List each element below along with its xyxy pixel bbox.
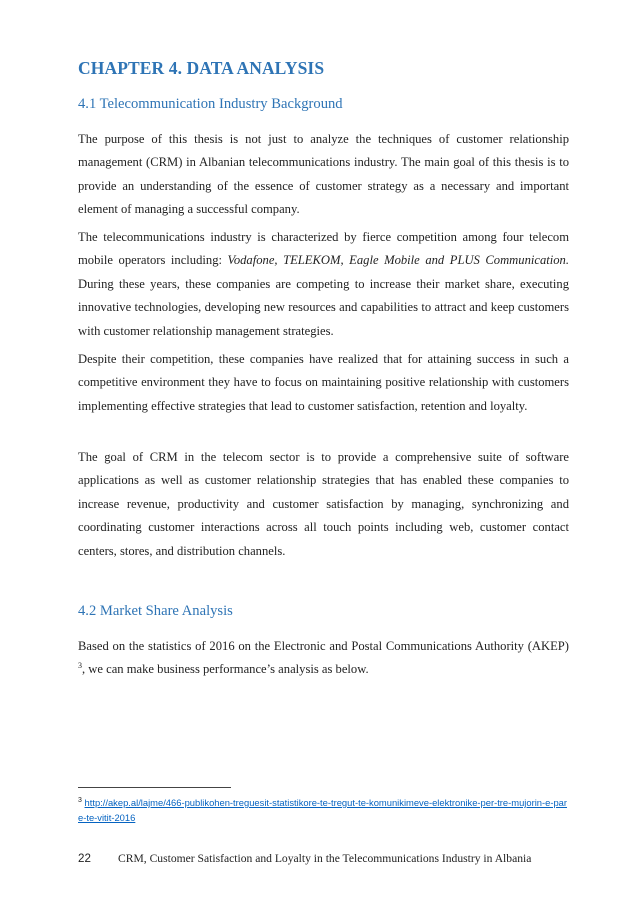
paragraph-competition-end: During these years, these companies are competing to increase their market share, executing innovative technologies, developing new resources and capabilities to attract and keep customers with customer relationship management strategies. xyxy=(78,276,569,338)
paragraph-market-share-start: Based on the statistics of 2016 on the Electronic and Postal Communications Authority (AKEP) xyxy=(78,639,569,653)
paragraph-market-share xyxy=(78,635,569,682)
footer-title: CRM, Customer Satisfaction and Loyalty in the Telecommunications Industry in Albania xyxy=(118,852,532,865)
page-number: 22 xyxy=(78,852,91,865)
paragraph-crm-goal: The goal of CRM in the telecom sector is to provide a comprehensive suite of software applications as well as customer relationship strategies that has enabled these companies to increase revenue, productivity and customer satisfaction by managing, synchronizing and coordinating customer interactions across all touch points including web, customer contact centers, stores, and distribution channels. xyxy=(78,450,569,558)
section-heading-4-1: 4.1 Telecommunication Industry Background xyxy=(78,96,343,112)
operator-names: Vodafone, TELEKOM, Eagle Mobile and PLUS Communication. xyxy=(227,253,569,268)
footnote-reference[interactable]: 3 xyxy=(78,661,82,671)
paragraph-competition xyxy=(78,226,569,343)
paragraph-realization: Despite their competition, these companies have realized that for attaining success in such a competitive environment they have to focus on maintaining positive relationship with customers implementing effective strategies that lead to customer satisfaction, retention and loyalty. xyxy=(78,352,569,413)
paragraph-purpose: The purpose of this thesis is not just to analyze the techniques of customer relationship management (CRM) in Albanian telecommunications industry. The main goal of this thesis is to provide an understanding of the essence of customer strategy as a necessary and important element of managing a successful company. xyxy=(78,132,569,217)
footnote-link[interactable]: http://akep.al/lajme/466-publikohen-treguesit-statistikore-te-tregut-te-komunikimeve-elektronike-per-tre-mujorin-e-pare-te-vitit-2016 xyxy=(78,797,568,823)
paragraph-competition-start: The telecommunications industry is characterized by fierce competition among four telecom mobile operators including: xyxy=(78,230,569,268)
page-footer xyxy=(78,852,531,865)
paragraph-market-share-end: , we can make business performance’s analysis as below. xyxy=(82,662,369,677)
chapter-title: CHAPTER 4. DATA ANALYSIS xyxy=(78,58,325,78)
footnote-divider xyxy=(78,787,231,788)
footnote xyxy=(78,794,568,825)
footnote-number: 3 xyxy=(78,797,82,804)
section-heading-4-2: 4.2 Market Share Analysis xyxy=(78,603,233,619)
